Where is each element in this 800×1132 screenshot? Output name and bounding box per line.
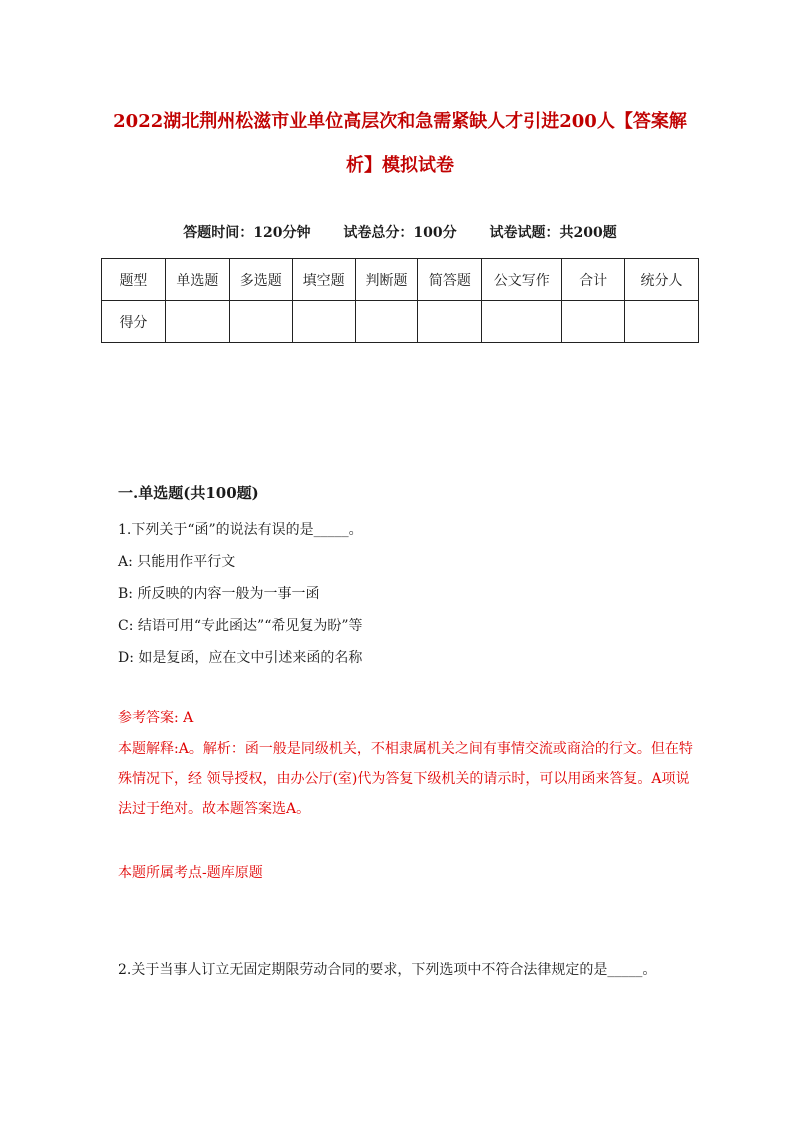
row-label-cell: 得分: [102, 301, 166, 343]
question-1-explanation: 本题解释:A。解析：函一般是同级机关，不相隶属机关之间有事情交流或商洽的行文。但在特殊情况下，经 领导授权，由办公厅(室)代为答复下级机关的请示时，可以用函来答复。A项说法过于绝对。故本题答案选A。: [118, 741, 693, 817]
score-table-score-row: [102, 301, 699, 343]
score-cell: [292, 301, 355, 343]
score-cell: [355, 301, 418, 343]
header-cell: 判断题: [355, 259, 418, 301]
header-cell: 填空题: [292, 259, 355, 301]
score-cell: [418, 301, 482, 343]
score-table-header-row: [102, 259, 699, 301]
question-1-option-d: D: 如是复函，应在文中引述来函的名称: [118, 650, 363, 666]
question-1-option-a: A: 只能用作平行文: [118, 554, 236, 570]
score-cell: [165, 301, 229, 343]
header-cell: 多选题: [229, 259, 292, 301]
question-1-option-b: B: 所反映的内容一般为一事一函: [118, 586, 320, 602]
question-1-answer: 参考答案: A: [118, 710, 194, 726]
header-cell: 题型: [102, 259, 166, 301]
header-cell: 公文写作: [482, 259, 562, 301]
score-cell: [229, 301, 292, 343]
exam-total-score: 试卷总分：100分: [343, 225, 457, 241]
score-cell: [482, 301, 562, 343]
question-1-source: 本题所属考点-题库原题: [118, 865, 263, 881]
header-cell: 单选题: [165, 259, 229, 301]
question-1-stem: 1.下列关于“函”的说法有误的是_____。: [118, 522, 363, 538]
score-cell: [562, 301, 625, 343]
header-cell: 简答题: [418, 259, 482, 301]
exam-time: 答题时间：120分钟: [183, 225, 311, 241]
score-cell: [625, 301, 699, 343]
section-title: 一.单选题(共100题): [118, 484, 259, 502]
question-2-stem: 2.关于当事人订立无固定期限劳动合同的要求，下列选项中不符合法律规定的是_____。: [118, 962, 657, 978]
header-cell: 合计: [562, 259, 625, 301]
document-title: 2022湖北荆州松滋市业单位高层次和急需紧缺人才引进200人【答案解析】模拟试卷: [113, 111, 687, 176]
question-1-option-c: C: 结语可用“专此函达”“希见复为盼”等: [118, 618, 363, 634]
exam-question-count: 试卷试题：共200题: [489, 225, 617, 241]
score-table: [101, 258, 699, 343]
exam-meta: [100, 222, 700, 242]
header-cell: 统分人: [625, 259, 699, 301]
